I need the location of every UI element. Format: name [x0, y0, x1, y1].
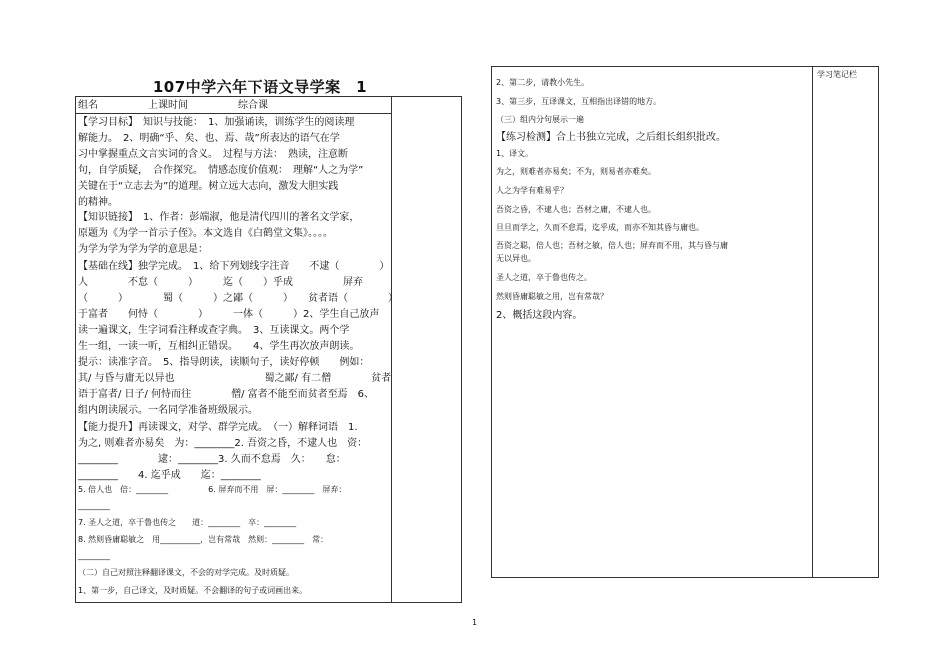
left-text-line: 为之, 则难者亦易矣 为：________2. 吾资之昏，不逮人也 资： [78, 438, 368, 449]
left-text-line: 7. 圣人之道，卒于鲁也传之 道：________ 卒：________ [78, 518, 297, 527]
right-text-line: 1、译文。 [496, 149, 534, 158]
left-text-line: 人 不怠（ ） 迄（ ）乎成 屏弃 [78, 277, 363, 288]
left-text-line: 句，自学质疑， 合作探究。 情感态度价值观： 理解“人之为学” [78, 165, 364, 176]
right-text-line: 旦旦而学之，久而不怠焉，迄乎成，而亦不知其昏与庸也。 [496, 223, 704, 232]
left-text-line: 【能力提升】再读课文，对学、群学完成。 （一）解释词语 1. [78, 422, 358, 433]
right-text-line: 2、第二步，请教小先生。 [496, 78, 590, 87]
left-text-line: 习中掌握重点文言实词的含义。 过程与方法： 熟读，注意断 [78, 149, 348, 160]
left-text-line: 原题为《为学一首示子侄》。本文选自《白鹤堂文集》。。。。 [78, 228, 333, 239]
left-notes-column-divider [391, 96, 392, 603]
right-text-line: 吾资之聪，倍人也；吾材之敏，倍人也；屏弃而不用，其与昏与庸 [496, 241, 728, 250]
left-text-line: （二）自己对照注释翻译课文，不会的对学完成。及时质疑。 [78, 568, 294, 577]
right-text-line: 吾资之昏，不逮人也；吾材之庸，不逮人也。 [496, 205, 656, 214]
header-row-divider [75, 113, 391, 114]
right-text-line: 然则昏庸聪敏之用，岂有常哉？ [496, 292, 608, 301]
right-text-line: 2、概括这段内容。 [496, 310, 583, 321]
header-row: 组名 上课时间 综合课 [78, 100, 268, 111]
right-notes-column-divider [812, 66, 813, 578]
left-text-line: ________ 逮：________3. 久而不怠焉 久： 怠： [78, 454, 346, 465]
left-text-line: ________ [78, 501, 110, 510]
left-text-line: 语于富者/ 日子/ 何恃而往 僧/ 富者不能至而贫者至焉 6、 [78, 389, 375, 400]
notes-column-label: 学习笔记栏 [817, 70, 857, 79]
left-text-line: 1、第一步，自己译文，及时质疑。不会翻译的句子或词画出来。 [78, 586, 308, 595]
left-text-line: 组内朗读展示。一名同学准备班级展示。 [78, 405, 258, 416]
left-text-line: 解能力。 2、明确“乎、矣、也、焉、哉”所表达的语气在学 [78, 133, 340, 144]
left-text-line: 关键在于“立志去为”的道理。树立远大志向，激发大胆实践 [78, 181, 339, 192]
left-text-line: 【知识链接】 1、作者：彭端淑，他是清代四川的著名文学家， [78, 212, 360, 223]
left-text-line: ________ 4. 迄乎成 迄：________ [78, 470, 261, 481]
right-text-line: （三）组内分句展示一遍 [496, 115, 584, 124]
left-text-line: 为学为学为学为学的意思是： [78, 244, 208, 255]
right-text-line: 圣人之道，卒于鲁也传之。 [496, 273, 592, 282]
left-text-line: 8. 然则昏庸聪敏之 用__________，岂有常哉 然则：________ 常： [78, 535, 329, 544]
left-text-line: 的精神。 [78, 197, 118, 208]
left-text-line: 生一组，一读一听，互相纠正错误。 4、学生再次放声朗读。 [78, 341, 360, 352]
right-text-line: 无以异也。 [496, 254, 536, 263]
right-text-line: 【练习检测】合上书独立完成，之后组长组织批改。 [496, 132, 726, 143]
left-text-line: 【学习目标】 知识与技能： 1、加强诵读，训练学生的阅读理 [78, 117, 355, 128]
left-text-line: 5. 倍人也 倍：________ 6. 屏弃而不用 屏：________ 屏弃： [78, 485, 347, 494]
right-text-line: 人之为学有难易乎？ [496, 186, 568, 195]
right-text-line: 3、第三步，互译课文，互相指出译错的地方。 [496, 97, 662, 106]
left-text-line: ________ [78, 551, 110, 560]
right-text-line: 为之，则难者亦易矣；不为，则易者亦难矣。 [496, 167, 656, 176]
left-text-line: 于富者 何恃（ ） 一体（ ）2、学生自己放声 [78, 309, 380, 320]
left-text-line: 【基础在线】独学完成。 1、给下列划线字注音 不逮（ ） [78, 261, 390, 272]
page-title: 107中学六年下语文导学案 1 [152, 78, 368, 96]
left-text-line: 读一遍课文，生字词看注释或查字典。 3、互读课文。两个学 [78, 325, 350, 336]
left-text-line: 其/ 与昏与庸无以异也 蜀之鄙/ 有二僧 贫者 [78, 373, 392, 384]
left-text-line: 提示：读准字音。 5、指导朗读，读顺句子，读好停顿 例如： [78, 357, 370, 368]
left-text-line: （ ） 蜀（ ）之鄙（ ） 贫者语（ ） [78, 293, 398, 304]
page-number: 1 [472, 618, 478, 627]
